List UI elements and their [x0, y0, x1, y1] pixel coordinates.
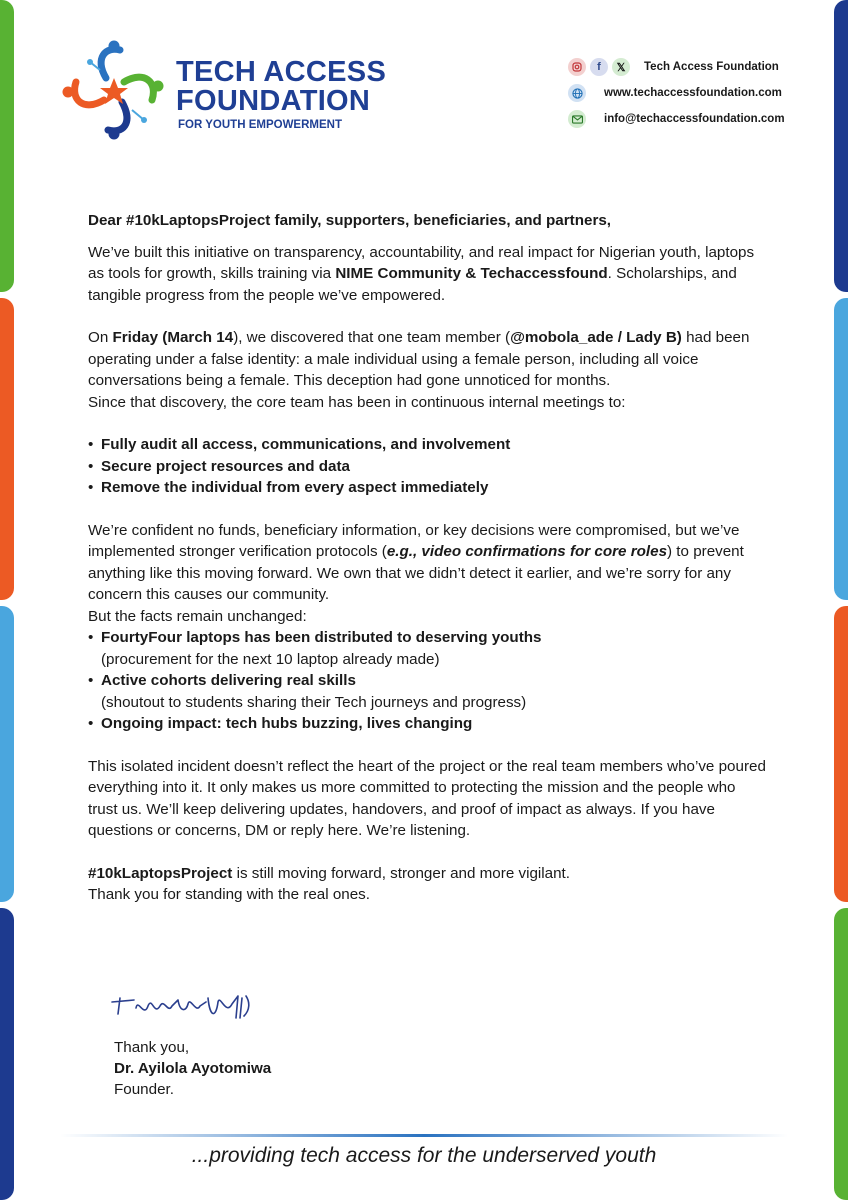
right-edge-bar-orange — [834, 606, 848, 902]
left-edge-bar-lightblue — [0, 606, 14, 902]
brand-name-line1: TECH ACCESS — [176, 56, 387, 88]
signoff-role: Founder. — [114, 1081, 174, 1098]
letter-body — [88, 210, 768, 906]
instagram-icon[interactable] — [568, 58, 586, 76]
list-item: • Ongoing impact: tech hubs buzzing, lives changing — [88, 713, 768, 735]
brand-name-line2: FOUNDATION — [176, 85, 371, 117]
paragraph-incident: On Friday (March 14), we discovered that one team member (@mobola_ade / Lady B) had been operating under a false identity: a male individual using a female person, including all voice conversations being a female. This deception had gone unnoticed for months. — [88, 329, 750, 389]
paragraph-commitment: This isolated incident doesn’t reflect the heart of the project or the real team members who’ve poured everything into it. It only makes us more committed to protecting the mission and the people who trust us. We’ll keep delivering updates, handovers, and proof of impact as always. If you have questions or concerns, DM or reply here. We’re listening. — [88, 757, 766, 839]
facts-list — [88, 627, 768, 735]
social-handle: Tech Access Foundation — [644, 61, 779, 73]
list-item: • Remove the individual from every aspect immediately — [88, 477, 768, 499]
signoff-name: Dr. Ayilola Ayotomiwa — [114, 1060, 272, 1077]
email-row — [568, 106, 798, 132]
contact-block — [568, 54, 798, 132]
brand-tagline: FOR YOUTH EMPOWERMENT — [178, 119, 342, 131]
paragraph-meetings: Since that discovery, the core team has been in continuous internal meetings to: — [88, 393, 626, 411]
left-edge-bar-orange — [0, 298, 14, 600]
signoff-block — [114, 1037, 271, 1100]
paragraph-verification: We’re confident no funds, beneficiary information, or key decisions were compromised, but we’ve implemented stronger verification protocols (e.g., video confirmations for core roles) to prevent anything like this moving forward. We own that we didn’t detect it earlier, and we’re sorry for any concern this causes our community. — [88, 521, 744, 603]
social-row — [568, 54, 798, 80]
facebook-icon[interactable]: f — [590, 58, 608, 76]
paragraph-facts-intro: But the facts remain unchanged: — [88, 607, 307, 625]
foundation-logo-icon — [60, 40, 168, 140]
website-row — [568, 80, 798, 106]
paragraph-intro: We’ve built this initiative on transparency, accountability, and real impact for Nigerian youth, laptops as tools for growth, skills training via NIME Community & Techaccessfound. Scholarships, and tangible progress from the people we’ve empowered. — [88, 243, 755, 304]
mail-icon — [568, 110, 586, 128]
list-item: • FourtyFour laptops has been distributed to deserving youths (procurement for the next 10 laptop already made) — [88, 627, 768, 670]
email-link[interactable]: info@techaccessfoundation.com — [604, 113, 785, 125]
actions-list — [88, 434, 768, 499]
signoff-thanks: Thank you, — [114, 1039, 190, 1056]
right-edge-bar-darkblue — [834, 0, 848, 292]
right-edge-bar-lightblue — [834, 298, 848, 600]
footer-slogan: ...providing tech access for the underserved youth — [191, 1144, 657, 1167]
list-item: • Active cohorts delivering real skills (shoutout to students sharing their Tech journeys and progress) — [88, 670, 768, 713]
paragraph-hashtag: #10kLaptopsProject is still moving forward, stronger and more vigilant. — [88, 864, 570, 882]
globe-icon — [568, 84, 586, 102]
list-item: • Secure project resources and data — [88, 456, 768, 478]
footer-divider — [60, 1134, 788, 1137]
x-icon[interactable]: 𝕏 — [612, 58, 630, 76]
letter-greeting: Dear #10kLaptopsProject family, supporters, beneficiaries, and partners, — [88, 212, 612, 229]
list-item: • Fully audit all access, communications, and involvement — [88, 434, 768, 456]
handwritten-signature — [108, 988, 258, 1028]
paragraph-thanks: Thank you for standing with the real ones. — [88, 886, 370, 903]
website-link[interactable]: www.techaccessfoundation.com — [604, 87, 782, 99]
brand-block — [176, 58, 386, 131]
left-edge-bar-green — [0, 0, 14, 292]
